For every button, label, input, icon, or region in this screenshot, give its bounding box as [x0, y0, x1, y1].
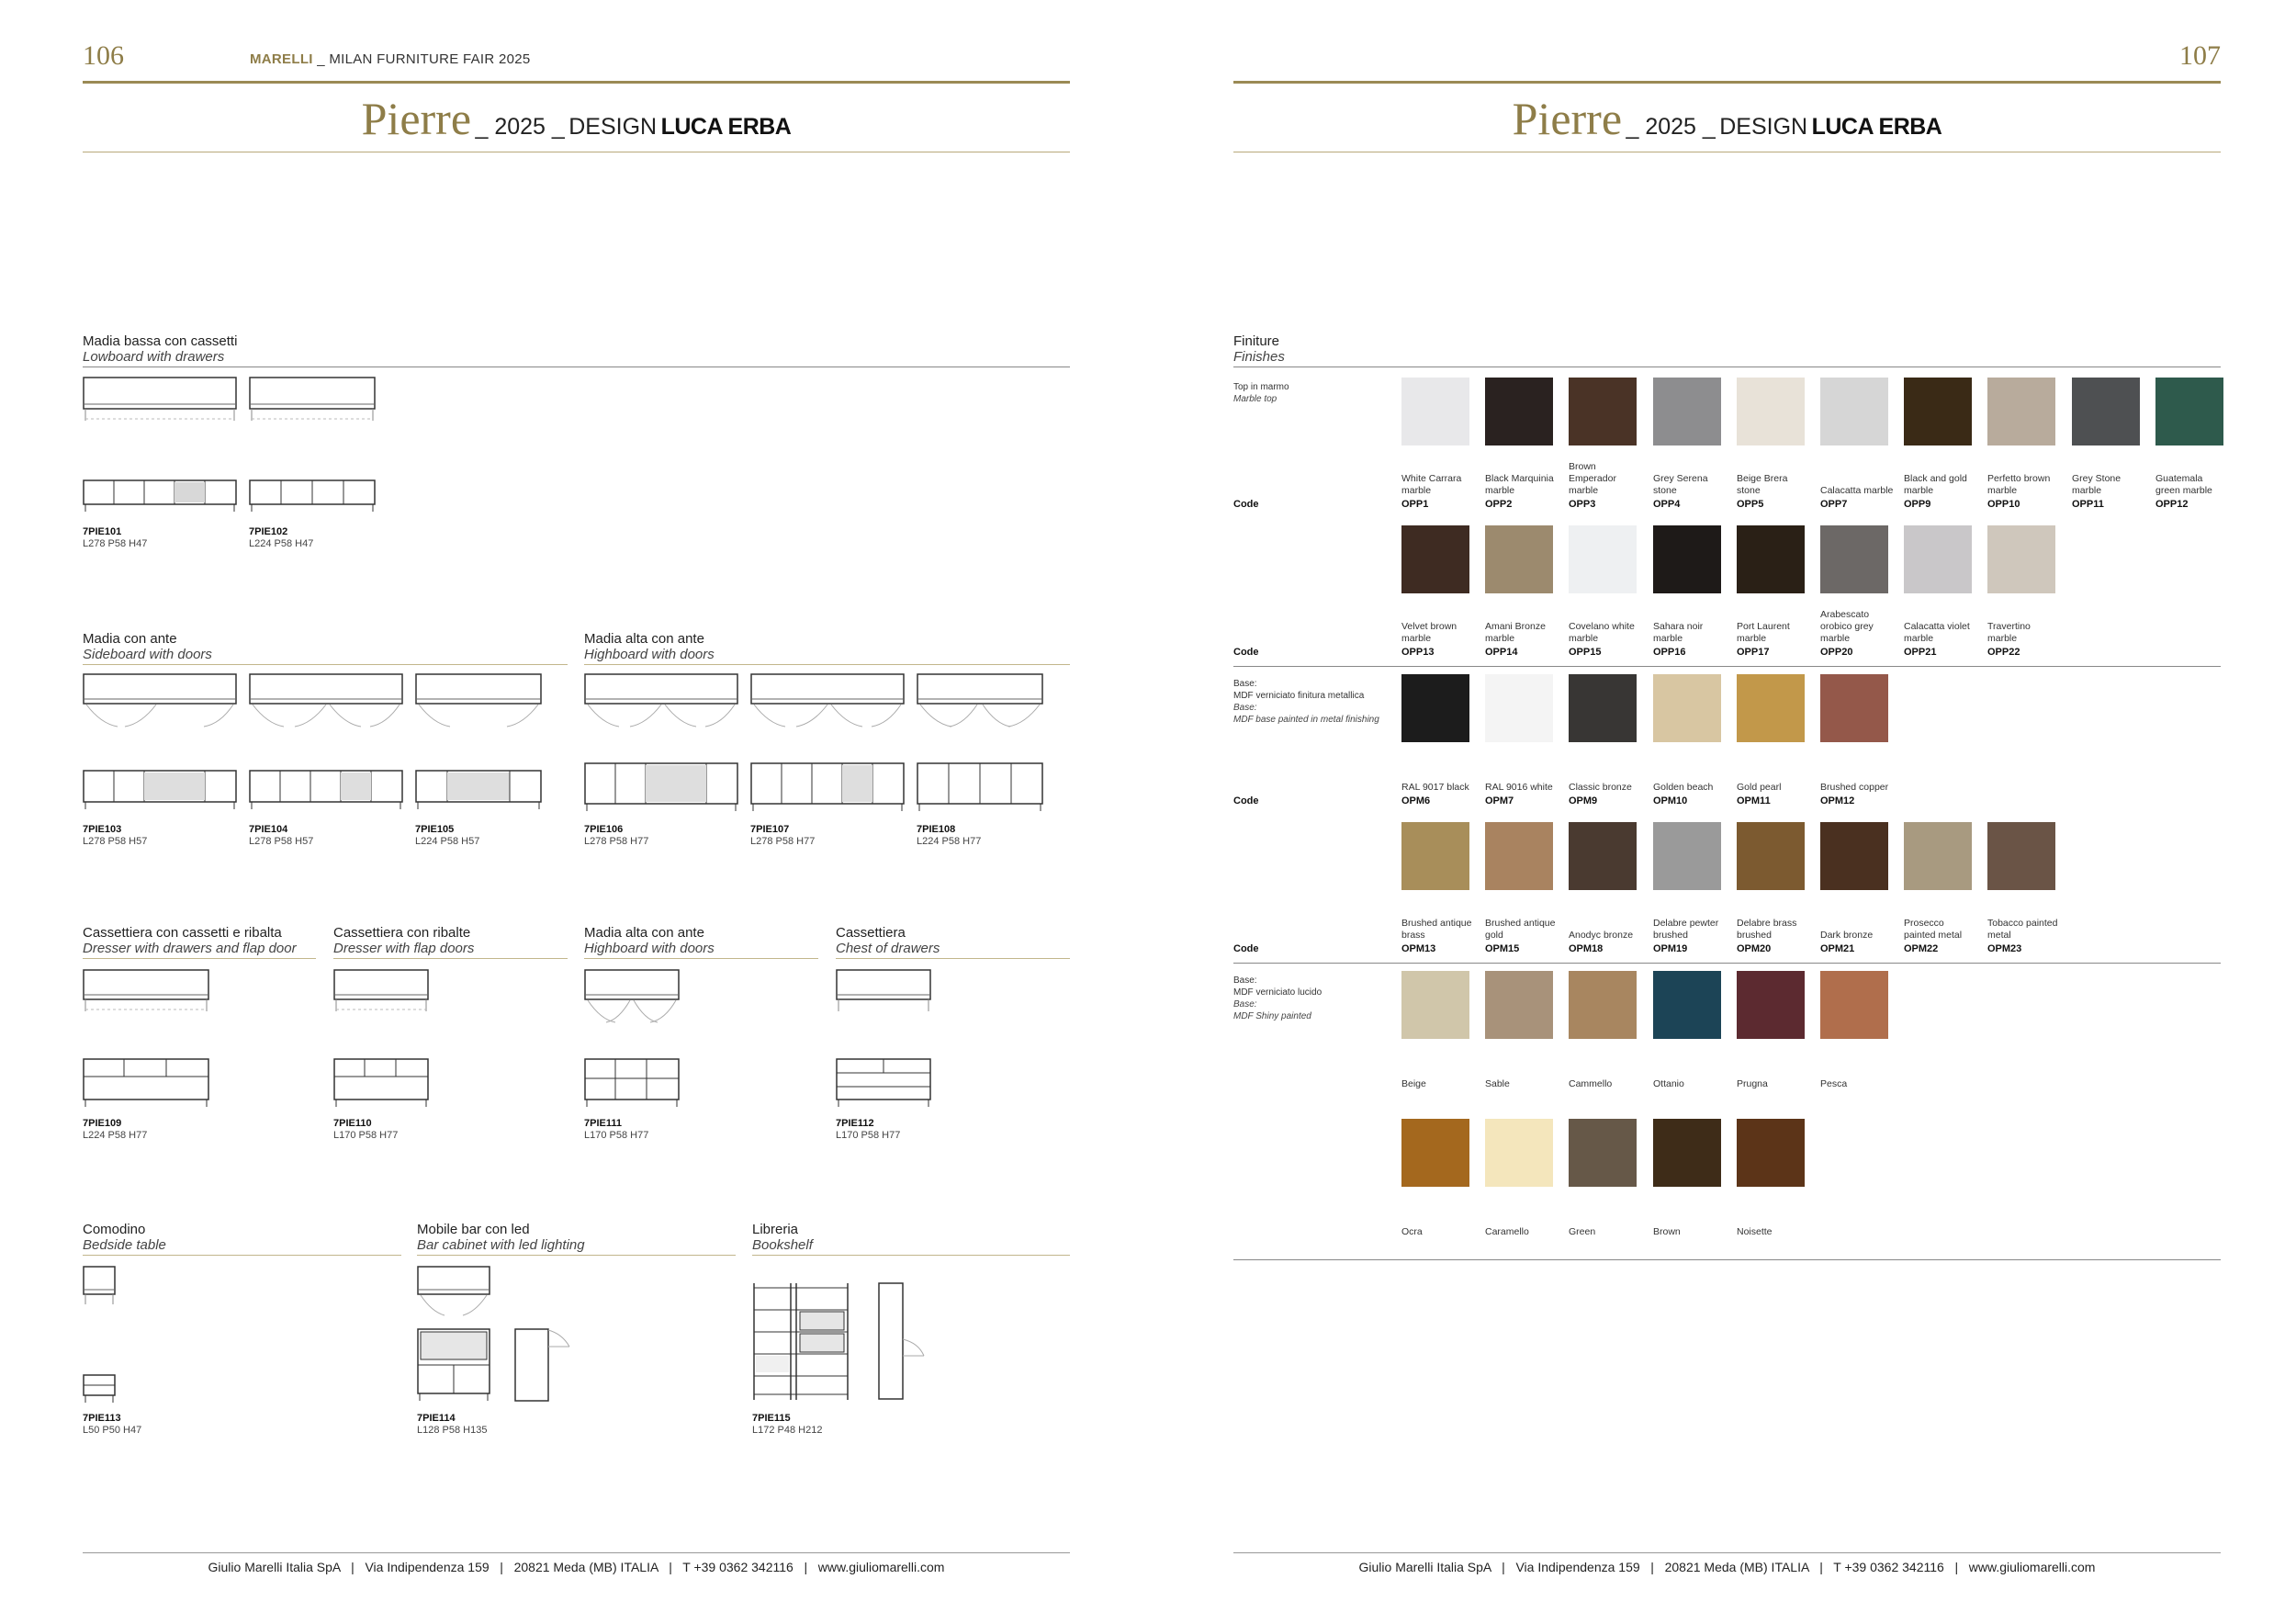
product-dimensions: L50 P50 H47 — [83, 1425, 142, 1436]
product-code: 7PIE108 — [917, 824, 956, 835]
drawing-7pie107-front — [750, 762, 906, 812]
product-7pie105 — [415, 824, 479, 848]
title-year: _ 2025 _ — [1626, 114, 1716, 140]
group-label-metal — [1233, 678, 1390, 726]
finish-name: Sahara noir marble — [1653, 621, 1704, 644]
product-dimensions: L278 P58 H77 — [750, 836, 816, 847]
drawing-7pie104-top — [249, 673, 405, 738]
section-title-en: Bookshelf — [752, 1237, 813, 1253]
finish-code: OPP2 — [1485, 499, 1513, 510]
finish-swatch — [1820, 378, 1888, 445]
product-code: 7PIE101 — [83, 526, 122, 537]
finish-code: OPM22 — [1904, 943, 1939, 954]
section-title-it: Madia alta con ante — [584, 925, 704, 941]
product-7pie111 — [584, 1118, 648, 1142]
page-number: 107 — [2179, 40, 2221, 71]
finish-name: Pesca — [1820, 1078, 1848, 1089]
section-title-it: Cassettiera con ribalte — [333, 925, 471, 941]
product-dimensions: L224 P58 H77 — [83, 1130, 148, 1141]
finish-swatch — [1653, 1119, 1721, 1187]
finish-swatch — [1653, 674, 1721, 742]
product-7pie115 — [752, 1413, 822, 1437]
finish-swatch — [1653, 378, 1721, 445]
footer-rule — [83, 1552, 1070, 1553]
group-label-marble — [1233, 381, 1380, 405]
section-title-en: Bar cabinet with led lighting — [417, 1237, 585, 1253]
section-title-it: Comodino — [83, 1222, 146, 1237]
product-code: 7PIE111 — [584, 1118, 622, 1129]
product-code: 7PIE107 — [750, 824, 790, 835]
product-code: 7PIE110 — [333, 1118, 372, 1129]
finish-swatch — [1987, 378, 2055, 445]
finish-swatch — [1485, 674, 1553, 742]
drawing-7pie108-front — [917, 762, 1045, 812]
finish-swatch — [2072, 378, 2140, 445]
finish-swatch — [1401, 378, 1469, 445]
finish-code: OPM9 — [1569, 795, 1598, 806]
collection-title — [1233, 92, 2221, 145]
section-bedside — [83, 1222, 401, 1256]
group-label-it-2: MDF verniciato finitura metallica — [1233, 691, 1365, 701]
group-label-en-2: MDF Shiny painted — [1233, 1011, 1311, 1021]
product-dimensions: L224 P58 H77 — [917, 836, 982, 847]
product-7pie113 — [83, 1413, 141, 1437]
product-code: 7PIE102 — [249, 526, 288, 537]
finish-code: OPP7 — [1820, 499, 1848, 510]
running-header — [250, 51, 531, 67]
finish-code: OPP12 — [2155, 499, 2189, 510]
finish-name: Arabescato orobico grey marble — [1820, 609, 1874, 644]
drawing-7pie102-front — [249, 479, 377, 513]
section-title-en: Bedside table — [83, 1237, 166, 1253]
finish-swatch — [1485, 822, 1553, 890]
finish-code: OPM11 — [1737, 795, 1771, 806]
drawing-7pie112-front — [836, 1058, 937, 1108]
product-code: 7PIE103 — [83, 824, 122, 835]
finish-swatch — [1653, 822, 1721, 890]
finish-code: OPP16 — [1653, 647, 1686, 658]
finish-name: Classic bronze — [1569, 782, 1632, 793]
group-label-en-2: MDF base painted in metal finishing — [1233, 715, 1379, 725]
section-title-it: Cassettiera con cassetti e ribalta — [83, 925, 282, 941]
drawing-7pie111-front — [584, 1058, 685, 1108]
finish-code: OPP22 — [1987, 647, 2020, 658]
finish-name: RAL 9017 black — [1401, 782, 1469, 793]
finish-swatch — [1569, 525, 1637, 593]
finish-code: OPP15 — [1569, 647, 1602, 658]
product-code: 7PIE106 — [584, 824, 624, 835]
product-7pie108 — [917, 824, 981, 848]
code-label: Code — [1233, 795, 1259, 806]
finish-swatch — [1737, 822, 1805, 890]
title-designer: LUCA ERBA — [1811, 114, 1942, 140]
header-brand: MARELLI — [250, 51, 313, 67]
finish-swatch — [1737, 378, 1805, 445]
drawing-7pie112-top — [836, 969, 937, 1015]
finish-swatch — [1485, 1119, 1553, 1187]
finish-name: Prugna — [1737, 1078, 1768, 1089]
finish-code: OPM10 — [1653, 795, 1688, 806]
drawing-7pie101-top — [83, 377, 239, 423]
section-finishes — [1233, 333, 2221, 367]
finish-name: Guatemala green marble — [2155, 473, 2212, 496]
finish-swatch — [1737, 971, 1805, 1039]
drawing-7pie106-top — [584, 673, 740, 738]
drawing-7pie110-top — [333, 969, 434, 1015]
finish-swatch — [1820, 971, 1888, 1039]
section-title-en: Finishes — [1233, 349, 1285, 365]
product-dimensions: L128 P58 H135 — [417, 1425, 488, 1436]
group-label-it: Base: — [1233, 976, 1257, 986]
finish-name: Calacatta violet marble — [1904, 621, 1970, 644]
section-title-en: Sideboard with doors — [83, 647, 212, 662]
title-name: Pierre — [361, 93, 472, 144]
finish-code: OPM19 — [1653, 943, 1688, 954]
product-code: 7PIE114 — [417, 1413, 456, 1424]
section-highboard-2 — [584, 925, 818, 959]
finish-name: Beige Brera stone — [1737, 473, 1788, 496]
finish-name: Brown Emperador marble — [1569, 461, 1616, 496]
finish-code: OPM12 — [1820, 795, 1855, 806]
finish-swatch — [2155, 378, 2223, 445]
drawing-7pie102-top — [249, 377, 377, 423]
footer: Giulio Marelli Italia SpA | Via Indipendenza 159 | 20821 Meda (MB) ITALIA | T +39 0362 342116 | www.giuliomarelli.com — [1358, 1560, 2096, 1574]
finish-swatch — [1904, 378, 1972, 445]
product-7pie103 — [83, 824, 147, 848]
right-page — [1233, 0, 2221, 1624]
finish-swatch — [1904, 822, 1972, 890]
finish-name: Calacatta marble — [1820, 485, 1894, 496]
product-7pie114 — [417, 1413, 487, 1437]
finish-swatch — [1737, 674, 1805, 742]
code-label: Code — [1233, 647, 1259, 658]
finish-swatch — [1820, 525, 1888, 593]
finish-name: Black and gold marble — [1904, 473, 1967, 496]
product-dimensions: L172 P48 H212 — [752, 1425, 823, 1436]
finish-name: Sable — [1485, 1078, 1510, 1089]
finish-name: Grey Serena stone — [1653, 473, 1708, 496]
finish-name: Brushed copper — [1820, 782, 1889, 793]
group-label-en: Marble top — [1233, 394, 1277, 404]
finish-code: OPM6 — [1401, 795, 1431, 806]
footer: Giulio Marelli Italia SpA | Via Indipendenza 159 | 20821 Meda (MB) ITALIA | T +39 0362 342116 | www.giuliomarelli.com — [208, 1560, 945, 1574]
header-rule — [1233, 81, 2221, 84]
finish-code: OPP1 — [1401, 499, 1429, 510]
finish-swatch — [1401, 674, 1469, 742]
drawing-7pie109-top — [83, 969, 211, 1015]
product-dimensions: L170 P58 H77 — [333, 1130, 399, 1141]
finish-name: Cammello — [1569, 1078, 1613, 1089]
finish-swatch — [1485, 971, 1553, 1039]
drawing-7pie113-front — [83, 1374, 119, 1404]
finish-name: Brushed antique brass — [1401, 918, 1472, 941]
finish-swatch — [1569, 378, 1637, 445]
finish-name: Caramello — [1485, 1226, 1529, 1237]
product-7pie106 — [584, 824, 648, 848]
product-7pie102 — [249, 526, 313, 550]
drawing-7pie103-top — [83, 673, 239, 738]
drawing-7pie103-front — [83, 770, 239, 810]
section-title-it: Mobile bar con led — [417, 1222, 530, 1237]
page-number: 106 — [83, 40, 124, 71]
section-title-en: Dresser with flap doors — [333, 941, 475, 956]
product-code: 7PIE115 — [752, 1413, 791, 1424]
finish-swatch — [1401, 525, 1469, 593]
drawing-7pie114-top — [417, 1266, 496, 1323]
finish-code: OPP21 — [1904, 647, 1937, 658]
product-dimensions: L224 P58 H47 — [249, 538, 314, 549]
section-sideboard — [83, 631, 568, 665]
group-label-it-2: MDF verniciato lucido — [1233, 987, 1322, 998]
product-7pie109 — [83, 1118, 147, 1142]
drawing-7pie110-front — [333, 1058, 434, 1108]
drawing-7pie109-front — [83, 1058, 211, 1108]
finish-swatch — [1904, 525, 1972, 593]
finish-name: Ocra — [1401, 1226, 1423, 1237]
footer-rule — [1233, 1552, 2221, 1553]
product-7pie104 — [249, 824, 313, 848]
drawing-7pie105-top — [415, 673, 544, 738]
code-label: Code — [1233, 943, 1259, 954]
product-7pie101 — [83, 526, 147, 550]
product-dimensions: L278 P58 H47 — [83, 538, 148, 549]
finish-code: OPP14 — [1485, 647, 1518, 658]
product-code: 7PIE104 — [249, 824, 288, 835]
finish-code: OPM23 — [1987, 943, 2022, 954]
collection-title — [83, 92, 1070, 145]
finish-code: OPP4 — [1653, 499, 1681, 510]
finish-swatch — [1569, 822, 1637, 890]
section-title-en: Dresser with drawers and flap door — [83, 941, 297, 956]
finish-swatch — [1569, 674, 1637, 742]
section-title-it: Madia alta con ante — [584, 631, 704, 647]
section-title-it: Libreria — [752, 1222, 799, 1237]
drawing-7pie113-top — [83, 1266, 119, 1306]
product-7pie107 — [750, 824, 815, 848]
drawing-7pie114-front — [417, 1328, 496, 1402]
drawing-7pie106-front — [584, 762, 740, 812]
finish-code: OPM21 — [1820, 943, 1855, 954]
group-label-it: Top in marmo — [1233, 382, 1289, 392]
section-highboard — [584, 631, 1070, 665]
section-title-en: Lowboard with drawers — [83, 349, 225, 365]
section-lowboard — [83, 333, 1070, 367]
section-title-en: Chest of drawers — [836, 941, 940, 956]
section-chest — [836, 925, 1070, 959]
finish-code: OPP13 — [1401, 647, 1435, 658]
drawing-7pie114-side — [514, 1328, 579, 1402]
drawing-7pie107-top — [750, 673, 906, 738]
finish-code: OPP9 — [1904, 499, 1931, 510]
title-designer: LUCA ERBA — [660, 114, 792, 140]
group-label-it: Base: — [1233, 679, 1257, 689]
finish-name: Anodyc bronze — [1569, 930, 1634, 941]
section-title-it: Finiture — [1233, 333, 1280, 349]
group-label-en: Base: — [1233, 999, 1257, 1009]
finish-name: Travertino marble — [1987, 621, 2031, 644]
product-dimensions: L170 P58 H77 — [836, 1130, 901, 1141]
finish-swatch — [1653, 971, 1721, 1039]
section-bar — [417, 1222, 736, 1256]
finish-swatch — [1401, 1119, 1469, 1187]
finish-name: Gold pearl — [1737, 782, 1782, 793]
drawing-7pie104-front — [249, 770, 405, 810]
group-separator — [1233, 666, 2221, 667]
code-label: Code — [1233, 499, 1259, 510]
product-code: 7PIE113 — [83, 1413, 121, 1424]
finish-name: White Carrara marble — [1401, 473, 1462, 496]
product-code: 7PIE109 — [83, 1118, 122, 1129]
title-design: DESIGN — [1719, 114, 1808, 140]
finish-swatch — [1820, 822, 1888, 890]
section-bookshelf — [752, 1222, 1070, 1256]
finish-swatch — [1987, 822, 2055, 890]
group-label-shiny — [1233, 975, 1390, 1022]
drawing-7pie105-front — [415, 770, 544, 810]
finish-swatch — [1485, 525, 1553, 593]
finish-name: Tobacco painted metal — [1987, 918, 2058, 941]
finish-name: Delabre brass brushed — [1737, 918, 1797, 941]
finish-swatch — [1820, 674, 1888, 742]
section-dresser-flap — [333, 925, 568, 959]
finish-code: OPM18 — [1569, 943, 1604, 954]
group-label-en: Base: — [1233, 703, 1257, 713]
finish-swatch — [1987, 525, 2055, 593]
finish-name: Delabre pewter brushed — [1653, 918, 1719, 941]
product-dimensions: L170 P58 H77 — [584, 1130, 649, 1141]
finish-swatch — [1401, 822, 1469, 890]
product-dimensions: L224 P58 H57 — [415, 836, 480, 847]
finish-code: OPP20 — [1820, 647, 1853, 658]
drawing-7pie115-side — [878, 1282, 933, 1402]
finish-name: Brushed antique gold — [1485, 918, 1556, 941]
finish-code: OPP11 — [2072, 499, 2104, 510]
section-title-it: Cassettiera — [836, 925, 906, 941]
finish-name: Perfetto brown marble — [1987, 473, 2051, 496]
product-dimensions: L278 P58 H57 — [83, 836, 148, 847]
finish-code: OPM13 — [1401, 943, 1436, 954]
finish-name: RAL 9016 white — [1485, 782, 1553, 793]
finish-code: OPM7 — [1485, 795, 1514, 806]
finish-name: Covelano white marble — [1569, 621, 1635, 644]
finish-name: Green — [1569, 1226, 1596, 1237]
finish-code: OPM15 — [1485, 943, 1520, 954]
finish-code: OPP5 — [1737, 499, 1764, 510]
finish-swatch — [1737, 1119, 1805, 1187]
finish-name: Prosecco painted metal — [1904, 918, 1963, 941]
drawing-7pie115-front — [752, 1282, 853, 1402]
finish-swatch — [1569, 971, 1637, 1039]
finish-code: OPP3 — [1569, 499, 1596, 510]
group-separator — [1233, 963, 2221, 964]
product-7pie110 — [333, 1118, 398, 1142]
finish-name: Noisette — [1737, 1226, 1773, 1237]
finish-swatch — [1401, 971, 1469, 1039]
section-title-it: Madia bassa con cassetti — [83, 333, 238, 349]
finish-name: Velvet brown marble — [1401, 621, 1458, 644]
finish-name: Brown — [1653, 1226, 1681, 1237]
section-title-en: Highboard with doors — [584, 941, 715, 956]
finish-swatch — [1485, 378, 1553, 445]
section-title-en: Highboard with doors — [584, 647, 715, 662]
drawing-7pie111-top — [584, 969, 685, 1033]
product-code: 7PIE105 — [415, 824, 455, 835]
finish-swatch — [1569, 1119, 1637, 1187]
finish-name: Grey Stone marble — [2072, 473, 2122, 496]
finish-name: Dark bronze — [1820, 930, 1874, 941]
header-rule — [83, 81, 1070, 84]
finish-name: Black Marquinia marble — [1485, 473, 1554, 496]
title-name: Pierre — [1512, 93, 1623, 144]
finish-code: OPP17 — [1737, 647, 1770, 658]
header-text: _ MILAN FURNITURE FAIR 2025 — [317, 51, 531, 67]
group-separator — [1233, 1259, 2221, 1260]
drawing-7pie101-front — [83, 479, 239, 513]
finish-swatch — [1737, 525, 1805, 593]
finish-swatch — [1653, 525, 1721, 593]
finish-name: Amani Bronze marble — [1485, 621, 1546, 644]
finish-name: Golden beach — [1653, 782, 1714, 793]
section-title-it: Madia con ante — [83, 631, 177, 647]
finish-name: Ottanio — [1653, 1078, 1684, 1089]
title-design: DESIGN — [568, 114, 658, 140]
title-year: _ 2025 _ — [475, 114, 565, 140]
product-code: 7PIE112 — [836, 1118, 874, 1129]
product-7pie112 — [836, 1118, 900, 1142]
section-dresser-drawers — [83, 925, 316, 959]
finish-name: Port Laurent marble — [1737, 621, 1790, 644]
drawing-7pie108-top — [917, 673, 1045, 738]
product-dimensions: L278 P58 H57 — [249, 836, 314, 847]
finish-code: OPP10 — [1987, 499, 2020, 510]
finish-name: Beige — [1401, 1078, 1426, 1089]
finish-code: OPM20 — [1737, 943, 1772, 954]
product-dimensions: L278 P58 H77 — [584, 836, 649, 847]
left-page — [83, 0, 1070, 1624]
